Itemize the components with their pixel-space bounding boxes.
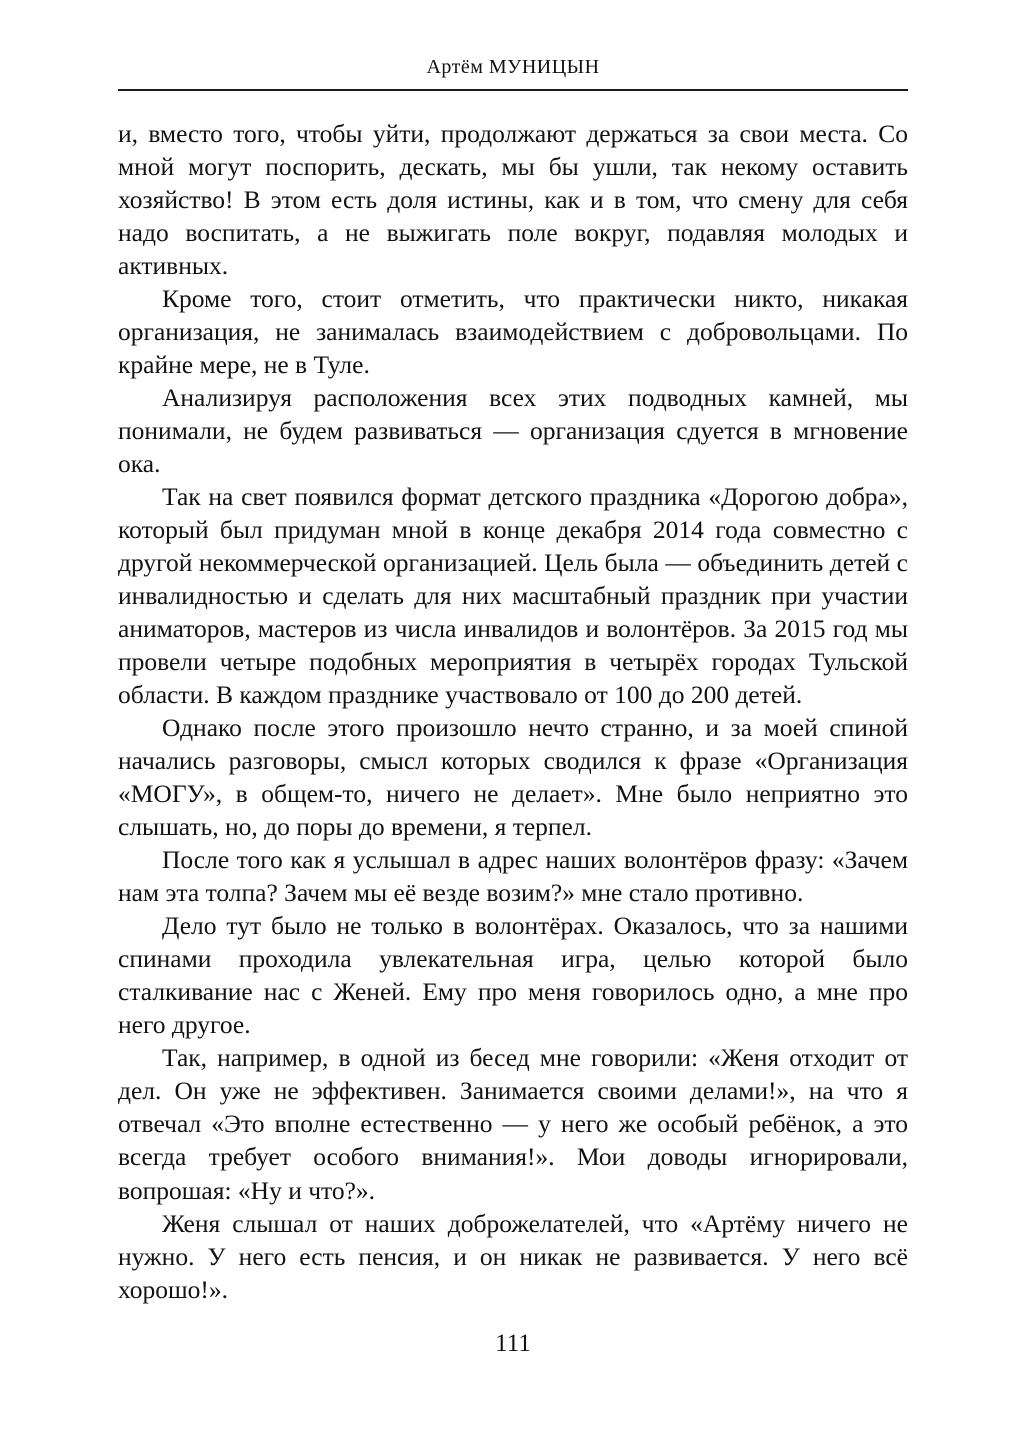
paragraph: Женя слышал от наших доброжелателей, что «Артёму ничего не нужно. У него есть пенсия, и он никак не развивается. У него всё хорошо!». [118,1208,908,1304]
paragraph: Так, например, в одной из бесед мне говорили: «Женя отходит от дел. Он уже не эффективен. Занимается своими делами!», на что я отвечал «Это вполне естественно — у него же особый ребёнок, а это всегда требует особого внимания!». Мои доводы игнорировали, вопрошая: «Ну и что?». [118,1043,908,1205]
paragraph: и, вместо того, чтобы уйти, продолжают держаться за свои места. Со мной могут поспорить, дескать, мы бы ушли, так некому оставить хозяйство! В этом есть доля истины, как и в том, что смену для себя надо воспитать, а не выжигать поле вокруг, подавляя молодых и активных. [118,119,908,281]
paragraph: После того как я услышал в адрес наших волонтёров фразу: «Зачем нам эта толпа? Зачем мы её везде возим?» мне стало противно. [118,845,908,908]
paragraph: Однако после этого произошло нечто странно, и за моей спиной начались разговоры, смысл которых сводился к фразе «Организация «МОГУ», в общем-то, ничего не делает». Мне было неприятно это слышать, но, до поры до времени, я терпел. [118,713,908,842]
paragraph: Так на свет появился формат детского праздника «Дорогою добра», который был придуман мной в конце декабря 2014 года совместно с другой некоммерческой организацией. Цель была — объединить детей с инвалидностью и сделать для них масштабный праздник при участии аниматоров, мастеров из числа инвалидов и волонтёров. За 2015 год мы провели четыре подобных мероприятия в четырёх городах Тульской области. В каждом празднике участвовало от 100 до 200 детей. [118,482,908,710]
header-rule [118,89,908,91]
running-head: Артём МУНИЦЫН [426,56,600,78]
paragraph: Кроме того, стоит отметить, что практически никто, никакая организация, не занималась взаимодействием с добровольцами. По крайне мере, не в Туле. [118,284,908,380]
body-text [118,117,908,1306]
page-content [118,56,908,1306]
page-number: 111 [495,1330,531,1357]
paragraph: Дело тут было не только в волонтёрах. Оказалось, что за нашими спинами проходила увлекательная игра, целью которой было сталкивание нас с Женей. Ему про меня говорилось одно, а мне про него другое. [118,911,908,1040]
paragraph: Анализируя расположения всех этих подводных камней, мы понимали, не будем развиваться — организация сдуется в мгновение ока. [118,383,908,479]
